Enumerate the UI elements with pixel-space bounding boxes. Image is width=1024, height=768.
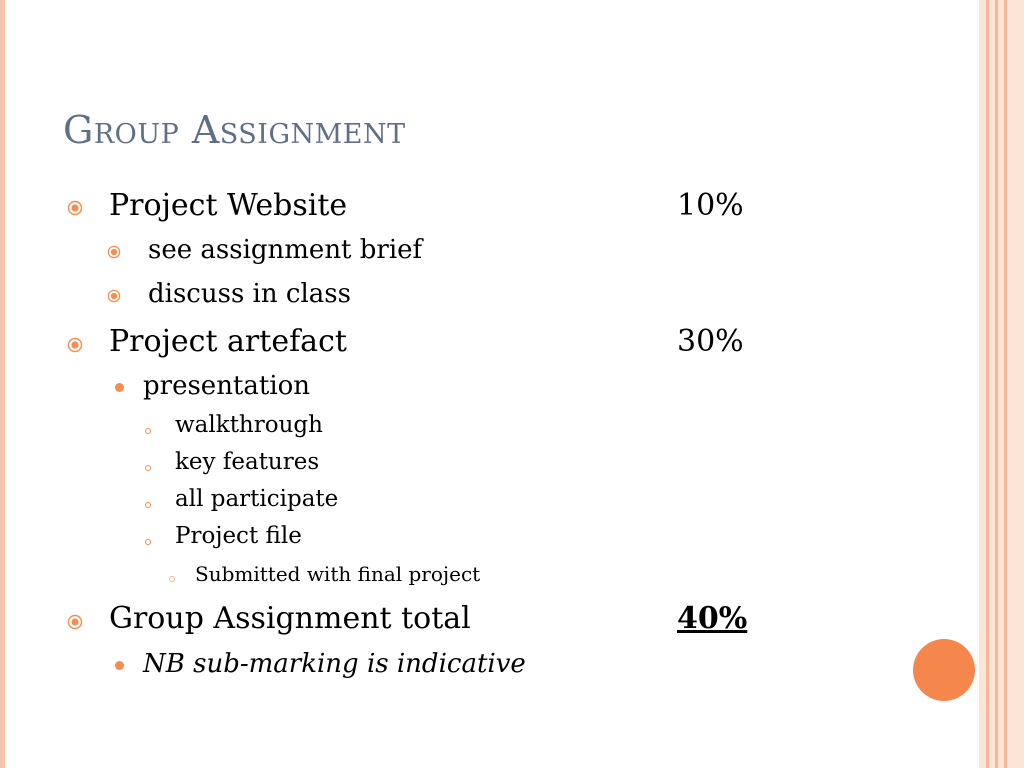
right-frame-stripes: [979, 0, 1024, 768]
orange-circle-icon: [913, 639, 975, 701]
bullet-project-artefact: Project artefact: [109, 324, 347, 359]
bullet-all-participate: all participate: [175, 486, 339, 512]
dot-bullet-icon: [115, 661, 124, 670]
bullet-key-features: key features: [175, 449, 320, 475]
bullet-nb-note: NB sub-marking is indicative: [143, 649, 526, 679]
target-bullet-icon: [107, 289, 121, 303]
target-bullet-icon: [67, 337, 83, 353]
left-frame-stripe: [0, 0, 5, 768]
bullet-see-assignment-brief: see assignment brief: [148, 235, 423, 265]
dot-bullet-icon: [115, 383, 124, 392]
bullet-submitted-with-final-project: Submitted with final project: [195, 562, 481, 586]
ring-bullet-icon: [169, 576, 175, 582]
bullet-presentation: presentation: [143, 371, 311, 401]
bullet-walkthrough: walkthrough: [175, 412, 323, 438]
target-bullet-icon: [67, 614, 83, 630]
bullet-group-assignment-total: Group Assignment total: [109, 601, 471, 636]
ring-bullet-icon: [145, 502, 151, 508]
ring-bullet-icon: [145, 465, 151, 471]
bullet-discuss-in-class: discuss in class: [148, 279, 351, 309]
percent-project-artefact: 30%: [677, 324, 744, 359]
target-bullet-icon: [67, 200, 83, 216]
target-bullet-icon: [107, 245, 121, 259]
bullet-project-website: Project Website: [109, 188, 348, 223]
bullet-project-file: Project file: [175, 523, 302, 549]
ring-bullet-icon: [145, 428, 151, 434]
percent-project-website: 10%: [677, 188, 744, 223]
ring-bullet-icon: [145, 539, 151, 545]
percent-group-assignment-total: 40%: [677, 601, 748, 636]
slide-title: Group Assignment: [63, 108, 406, 152]
